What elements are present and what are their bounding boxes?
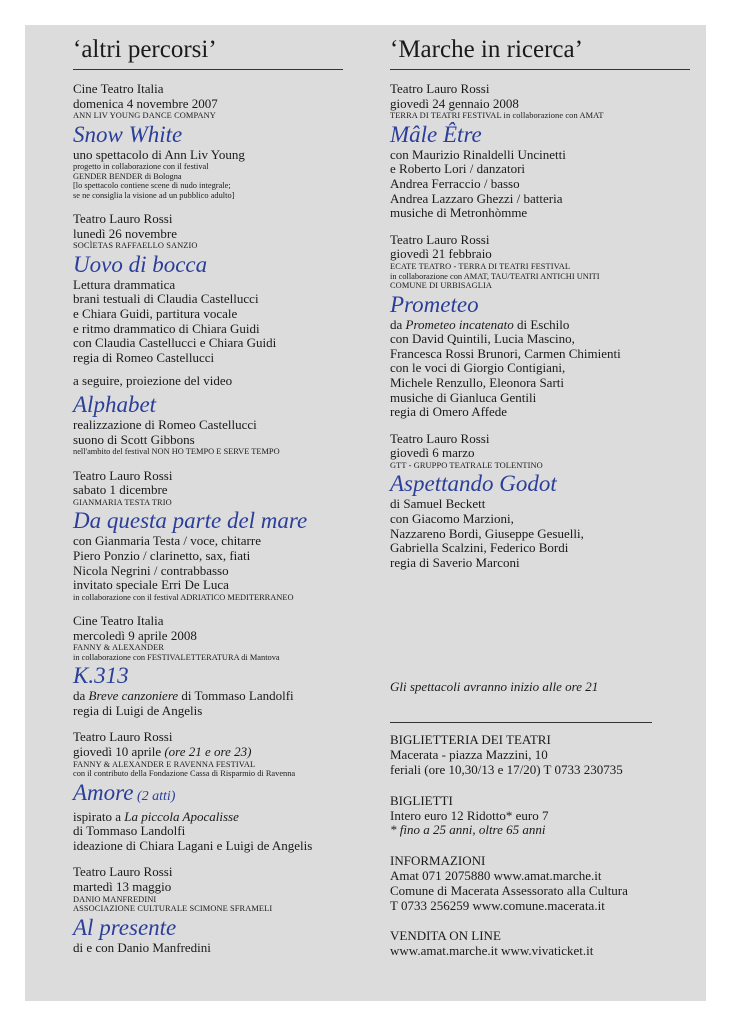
event-desc: Francesca Rossi Brunori, Carmen Chimienti	[390, 345, 621, 361]
event-desc: musiche di Metronhòmme	[390, 205, 528, 221]
event-venue: Teatro Lauro Rossi	[390, 81, 490, 96]
event-date	[73, 745, 343, 760]
event-company: FANNY & ALEXANDER	[73, 643, 165, 653]
event-desc	[73, 689, 343, 704]
event-desc: e Chiara Guidi, partitura vocale	[73, 305, 238, 321]
tickets-title: BIGLIETTI	[390, 792, 453, 808]
event-title: K.313	[73, 663, 129, 689]
divider	[390, 722, 652, 723]
event-da-questa-parte	[73, 469, 343, 603]
event-desc: regia di Romeo Castellucci	[73, 349, 215, 365]
event-company: ANN LIV YOUNG DANCE COMPANY	[73, 111, 216, 121]
event-desc: e ritmo drammatico di Chiara Guidi	[73, 320, 260, 336]
event-note: [lo spettacolo contiene scene di nudo integrale;	[73, 181, 231, 191]
left-heading: ‘altri percorsi’	[73, 35, 343, 70]
event-al-presente	[73, 865, 343, 955]
event-venue: Cine Teatro Italia	[73, 613, 164, 629]
program-sheet	[25, 25, 706, 1001]
event-title: Prometeo	[390, 291, 479, 317]
box-office-line: feriali (ore 10,30/13 e 17/20) T 0733 230735	[390, 762, 623, 778]
event-note: GENDER BENDER di Bologna	[73, 171, 182, 181]
event-desc: Andrea Ferraccio / basso	[390, 175, 520, 191]
box-office-title: BIGLIETTERIA DEI TEATRI	[390, 732, 551, 748]
event-date: giovedì 24 gennaio 2008	[390, 95, 519, 111]
online-title: VENDITA ON LINE	[390, 928, 501, 944]
event-desc: e Roberto Lori / danzatori	[390, 161, 526, 177]
event-snow-white	[73, 82, 343, 200]
event-desc: brani testuali di Claudia Castellucci	[73, 291, 259, 307]
event-note: in collaborazione con il festival ADRIATICO MEDITERRANEO	[73, 592, 294, 602]
event-company: GIANMARIA TESTA TRIO	[73, 497, 172, 507]
event-desc	[390, 318, 690, 333]
event-prometeo	[390, 233, 690, 420]
event-desc: realizzazione di Romeo Castellucci	[73, 416, 257, 432]
event-title-text: Amore	[73, 779, 134, 805]
event-desc-italic: La piccola Apocalisse	[124, 808, 239, 824]
event-k313	[73, 614, 343, 718]
event-date: domenica 4 novembre 2007	[73, 95, 218, 111]
event-company-text: TERRA DI TEATRI FESTIVAL	[390, 111, 502, 121]
event-desc: Andrea Lazzaro Ghezzi / batteria	[390, 190, 563, 206]
event-date: sabato 1 dicembre	[73, 482, 168, 498]
online-links: www.amat.marche.it www.vivaticket.it	[390, 943, 594, 959]
event-title-alphabet: Alphabet	[73, 391, 157, 417]
event-note: se ne consiglia la visione ad un pubblico adulto]	[73, 190, 235, 200]
event-title-sub: (2 atti)	[133, 788, 176, 804]
event-desc-pre: ispirato a	[73, 808, 125, 824]
start-time-note: Gli spettacoli avranno inizio alle ore 21	[390, 679, 599, 695]
event-title: Mâle Être	[390, 121, 482, 147]
event-venue: Teatro Lauro Rossi	[73, 211, 173, 226]
info-title: INFORMAZIONI	[390, 853, 486, 869]
event-desc: con le voci di Giorgio Contigiani,	[390, 360, 566, 376]
event-desc: ideazione di Chiara Lagani e Luigi de Angelis	[73, 837, 313, 853]
event-desc: musiche di Gianluca Gentili	[390, 389, 537, 405]
event-company: ASSOCIAZIONE CULTURALE SCIMONE SFRAMELI	[73, 904, 273, 914]
tickets-prices: Intero euro 12 Ridotto* euro 7	[390, 807, 549, 823]
event-company: ECATE TEATRO - TERRA DI TEATRI FESTIVAL	[390, 261, 571, 271]
event-company: COMUNE DI URBISAGLIA	[390, 280, 493, 290]
event-title: Al presente	[73, 914, 177, 940]
event-desc: con Giacomo Marzioni,	[390, 511, 514, 527]
event-venue: Teatro Lauro Rossi	[73, 729, 173, 745]
event-date: lunedì 26 novembre	[73, 225, 177, 241]
event-desc: uno spettacolo di Ann Liv Young	[73, 146, 245, 162]
event-desc: Lettura drammatica	[73, 276, 176, 292]
info-line: Comune di Macerata Assessorato alla Cultura	[390, 882, 628, 898]
event-desc: di Samuel Beckett	[390, 496, 486, 512]
event-venue: Cine Teatro Italia	[73, 81, 164, 96]
event-desc: con Claudia Castellucci e Chiara Guidi	[73, 335, 277, 351]
event-company: DANIO MANFREDINI	[73, 894, 157, 904]
info-section	[390, 733, 690, 959]
event-desc: Gabriella Scalzini, Federico Bordi	[390, 540, 569, 556]
event-venue: Teatro Lauro Rossi	[390, 430, 490, 446]
left-column	[73, 35, 343, 955]
event-desc: Nicola Negrini / contrabbasso	[73, 562, 229, 578]
event-date: mercoledì 9 aprile 2008	[73, 627, 197, 643]
event-desc-post: di Tommaso Landolfi	[178, 688, 294, 704]
event-company-note: in collaborazione con AMAT	[501, 111, 604, 121]
info-line: T 0733 256259 www.comune.macerata.it	[390, 897, 605, 913]
event-desc: con David Quintili, Lucia Mascino,	[390, 331, 575, 347]
event-desc: regia di Omero Affede	[390, 404, 508, 420]
event-desc: regia di Luigi de Angelis	[73, 702, 203, 718]
event-title: Aspettando Godot	[390, 471, 557, 497]
event-desc: Piero Ponzio / clarinetto, sax, fiati	[73, 547, 251, 563]
event-desc-italic: Breve canzoniere	[88, 688, 179, 704]
event-title: Da questa parte del mare	[73, 508, 308, 534]
info-line: Amat 071 2075880 www.amat.marche.it	[390, 868, 602, 884]
event-company: SOCÌETAS RAFFAELLO SANZIO	[73, 241, 198, 251]
event-desc: con Maurizio Rinaldelli Uncinetti	[390, 146, 566, 162]
event-note: in collaborazione con FESTIVALETTERATURA di Mantova	[73, 652, 280, 662]
event-date: martedì 13 maggio	[73, 879, 172, 895]
event-note: nell'ambito del festival NON HO TEMPO E SERVE TEMPO	[73, 447, 280, 457]
event-company: in collaborazione con AMAT, TAU/TEATRI ANTICHI UNITI	[390, 271, 600, 281]
box-office-line: Macerata - piazza Mazzini, 10	[390, 747, 548, 763]
event-desc-pre: da	[390, 316, 406, 332]
tickets-note: * fino a 25 anni, oltre 65 anni	[390, 822, 546, 838]
event-follow: a seguire, proiezione del video	[73, 373, 233, 389]
event-desc: Michele Renzullo, Eleonora Sarti	[390, 374, 565, 390]
event-desc-pre: da	[73, 688, 89, 704]
event-desc: invitato speciale Erri De Luca	[73, 577, 229, 593]
event-desc-italic: Prometeo incatenato	[405, 316, 514, 332]
event-company	[390, 111, 690, 121]
event-date-text: giovedì 10 aprile	[73, 744, 165, 760]
event-male-etre	[390, 82, 690, 221]
event-desc: di Tommaso Landolfi	[73, 823, 186, 839]
event-note: progetto in collaborazione con il festival	[73, 162, 209, 172]
event-venue: Teatro Lauro Rossi	[73, 864, 173, 880]
event-aspettando-godot	[390, 432, 690, 571]
event-company: FANNY & ALEXANDER E RAVENNA FESTIVAL	[73, 759, 256, 769]
event-note: con il contributo della Fondazione Cassa di Risparmio di Ravenna	[73, 769, 296, 779]
event-desc-post: di Eschilo	[513, 316, 570, 332]
event-date: giovedì 6 marzo	[390, 445, 475, 461]
right-column	[390, 35, 690, 959]
event-desc: suono di Scott Gibbons	[73, 431, 195, 447]
event-company: GTT - GRUPPO TEATRALE TOLENTINO	[390, 460, 543, 470]
event-desc: Nazzareno Bordi, Giuseppe Gesuelli,	[390, 525, 584, 541]
event-venue: Teatro Lauro Rossi	[390, 231, 490, 247]
event-venue: Teatro Lauro Rossi	[73, 467, 173, 483]
right-heading: ‘Marche in ricerca’	[390, 35, 690, 70]
event-date: giovedì 21 febbraio	[390, 246, 492, 262]
event-title	[73, 780, 343, 810]
event-desc	[73, 810, 343, 825]
event-uovo-di-bocca	[73, 212, 343, 457]
event-desc: con Gianmaria Testa / voce, chitarre	[73, 533, 261, 549]
event-desc: regia di Saverio Marconi	[390, 554, 520, 570]
event-date-extra: (ore 21 e ore 23)	[164, 744, 252, 760]
event-title: Uovo di bocca	[73, 251, 208, 277]
event-amore	[73, 730, 343, 853]
event-desc: di e con Danio Manfredini	[73, 939, 211, 955]
event-title: Snow White	[73, 121, 183, 147]
